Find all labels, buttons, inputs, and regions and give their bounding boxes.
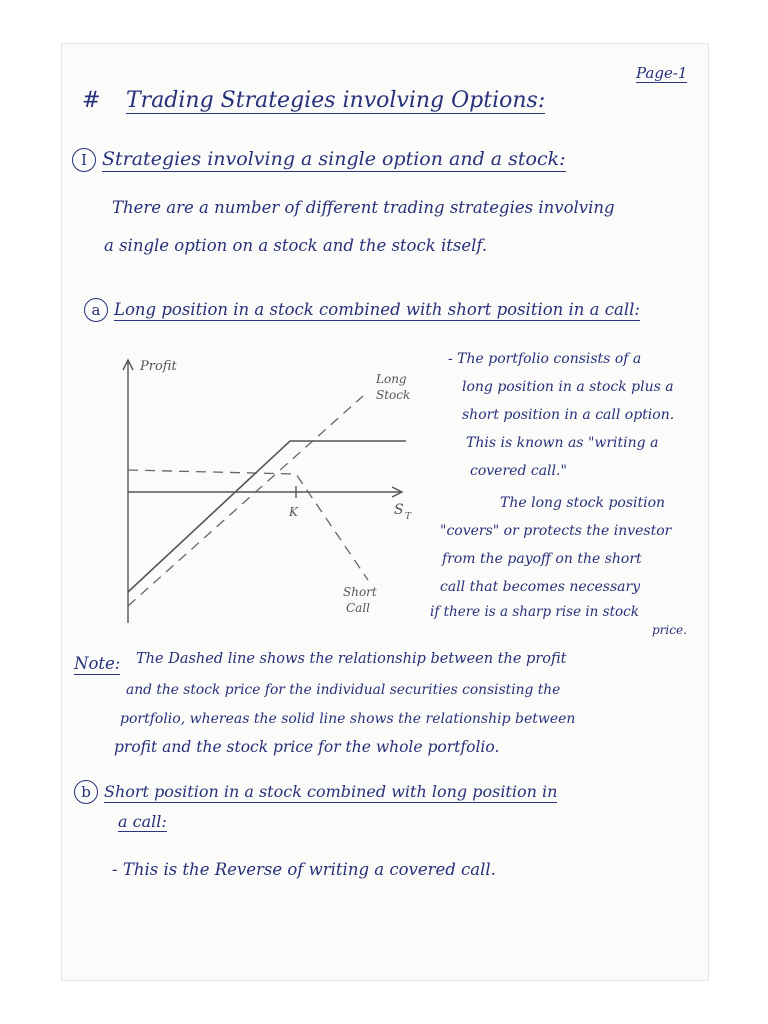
intro-line-1: There are a number of different trading strategies involving: [112, 198, 615, 217]
side-text-line-6: The long stock position: [500, 495, 666, 511]
y-axis-label: Profit: [140, 359, 177, 374]
side-text-line-2: long position in a stock plus a: [462, 379, 674, 395]
long-stock-label-1: Long: [376, 372, 407, 386]
title-hash: #: [82, 88, 101, 113]
part-a-heading: [84, 298, 640, 322]
x-axis-label: S: [394, 502, 404, 518]
part-a-title: Long position in a stock combined with short position in a call:: [114, 300, 640, 319]
section-1-title: Strategies involving a single option and a stock:: [102, 148, 566, 170]
section-1-marker: I: [72, 148, 96, 172]
part-b-title-line-2: a call:: [118, 812, 167, 831]
short-call-label-1: Short: [343, 585, 377, 599]
long-stock-dashed-line: [128, 396, 363, 606]
page-title: Trading Strategies involving Options:: [126, 88, 546, 113]
payoff-graph: [118, 348, 418, 628]
long-stock-label-2: Stock: [376, 388, 411, 402]
final-line: - This is the Reverse of writing a covered call.: [112, 860, 496, 879]
note-line-4: profit and the stock price for the whole portfolio.: [114, 738, 500, 756]
side-text-line-7: "covers" or protects the investor: [440, 523, 672, 539]
part-b-marker: b: [74, 780, 98, 804]
note-line-2: and the stock price for the individual securities consisting the: [126, 682, 561, 698]
side-text-line-10: if there is a sharp rise in stock: [430, 604, 639, 620]
intro-line-2: a single option on a stock and the stock itself.: [104, 236, 488, 255]
section-1-heading: [72, 148, 566, 172]
part-b-heading: [74, 780, 557, 804]
strike-label: K: [289, 505, 298, 519]
note-label: Note:: [74, 654, 121, 673]
side-text-line-4: This is known as "writing a: [466, 435, 659, 451]
note-line-3: portfolio, whereas the solid line shows the relationship between: [120, 711, 576, 727]
short-call-dashed-line: [128, 470, 368, 580]
side-text-line-11: price.: [652, 623, 687, 637]
side-text-line-8: from the payoff on the short: [442, 551, 642, 567]
side-text-line-3: short position in a call option.: [462, 407, 675, 423]
part-a-marker: a: [84, 298, 108, 322]
side-text-line-9: call that becomes necessary: [440, 579, 641, 595]
part-b-title-line-1: Short position in a stock combined with long position in: [104, 782, 558, 801]
x-axis-label-subscript: T: [405, 512, 412, 522]
note-line-1: The Dashed line shows the relationship between the profit: [136, 651, 567, 667]
page-number: Page-1: [636, 64, 688, 82]
short-call-label-2: Call: [346, 601, 371, 615]
side-text-line-5: covered call.": [470, 463, 567, 479]
side-text-line-1: - The portfolio consists of a: [448, 351, 642, 367]
